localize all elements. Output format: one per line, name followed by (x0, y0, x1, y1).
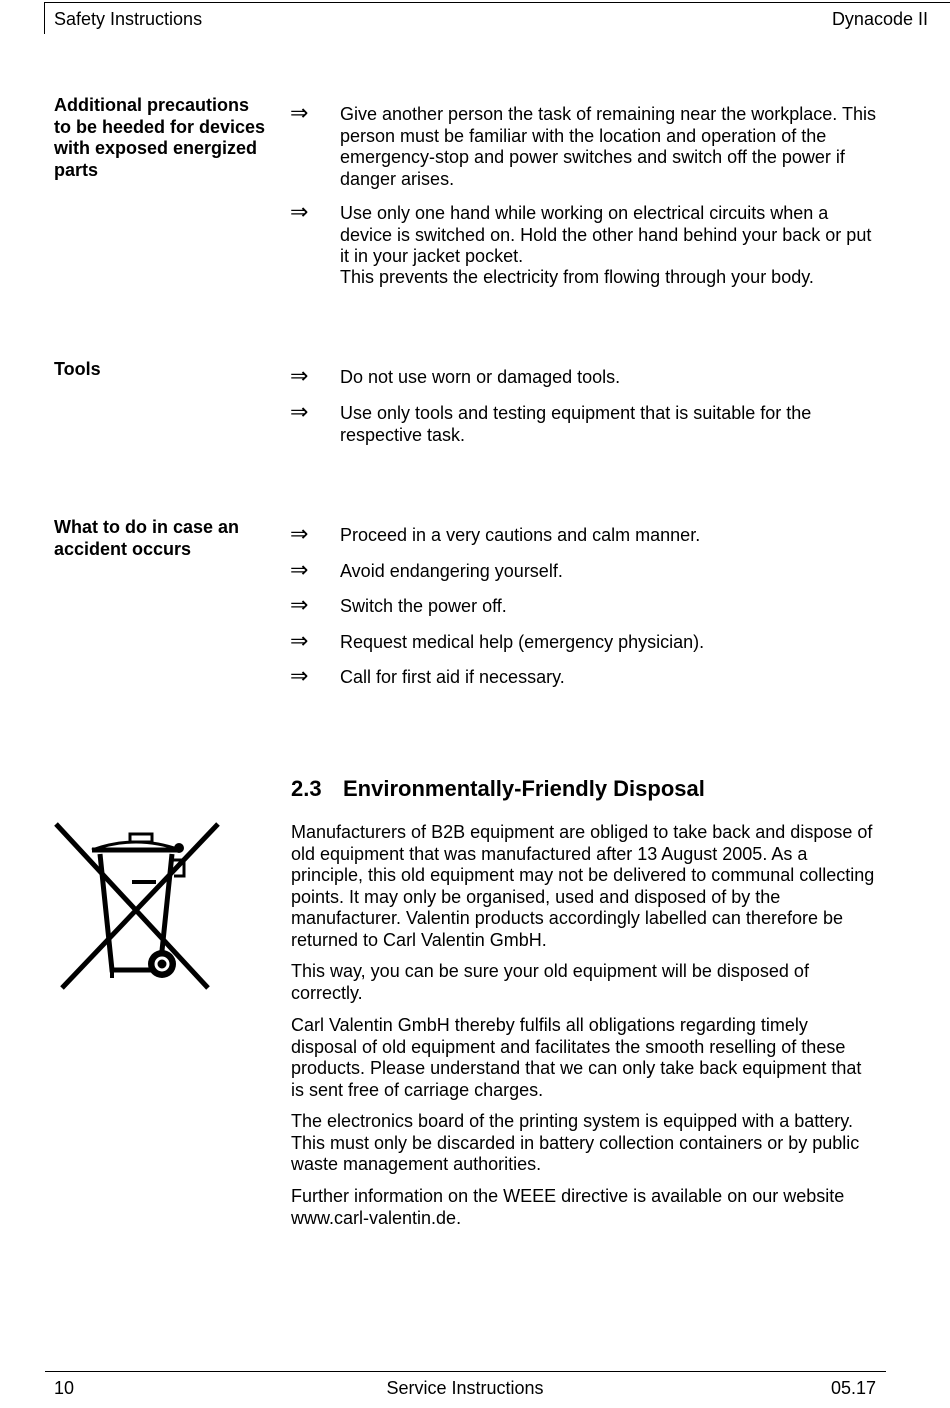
list-item-text: Give another person the task of remaining near the workplace. This person must be familiar with the location and operation of the emergency-stop and power switches and switch off the power if danger arises. (340, 104, 876, 189)
list-item-text: Use only tools and testing equipment that is suitable for the respective task. (340, 403, 812, 445)
paragraph: The electronics board of the printing system is equipped with a battery. This must only be discarded in battery collection containers or by public waste management authorities. (291, 1111, 860, 1174)
footer-document-title: Service Instructions (386, 1378, 544, 1398)
paragraph: Manufacturers of B2B equipment are obliged to take back and dispose of old equipment that was manufactured after 13 August 2005. As a principle, this old equipment may not be delivered to communal collecting points. It may only be organised, used and disposed of by the manufacturer. Valentin products accordingly labelled can therefore be returned to Carl Valentin GmbH. (291, 822, 875, 950)
precautions-label: Additional precautions to be heeded for devices with exposed energized parts (54, 95, 266, 180)
accident-label: What to do in case an accident occurs (54, 517, 240, 559)
paragraph: This way, you can be sure your old equipment will be disposed of correctly. (291, 961, 809, 1003)
arrow-icon: ⇒ (290, 100, 309, 125)
arrow-icon: ⇒ (290, 399, 309, 424)
list-item-text: Avoid endangering yourself. (340, 561, 563, 581)
header-section-title: Safety Instructions (54, 9, 203, 29)
arrow-icon: ⇒ (290, 628, 309, 653)
arrow-icon: ⇒ (290, 199, 309, 224)
list-item-text: Use only one hand while working on electrical circuits when a device is switched on. Hold the other hand behind your back or put it in your jacket pocket. (340, 203, 872, 266)
footer-rule (45, 1371, 886, 1372)
list-item-text: Call for first aid if necessary. (340, 667, 565, 687)
section-number: 2.3 (291, 776, 322, 801)
list-item-text: Do not use worn or damaged tools. (340, 367, 621, 387)
arrow-icon: ⇒ (290, 592, 309, 617)
header-vertical-rule (44, 2, 45, 34)
header-rule (45, 2, 950, 3)
arrow-icon: ⇒ (290, 363, 309, 388)
footer-date: 05.17 (830, 1378, 876, 1398)
section-title: Environmentally-Friendly Disposal (343, 776, 705, 801)
section-heading (291, 776, 705, 802)
list-item-text: Switch the power off. (340, 596, 507, 616)
paragraph: Further information on the WEEE directive is available on our website www.carl-valentin.de. (291, 1186, 845, 1228)
tools-label: Tools (54, 359, 101, 379)
arrow-icon: ⇒ (290, 557, 309, 582)
arrow-icon: ⇒ (290, 521, 309, 546)
page-number: 10 (54, 1378, 75, 1398)
header-product-name: Dynacode II (831, 9, 928, 29)
paragraph: Carl Valentin GmbH thereby fulfils all obligations regarding timely disposal of old equipment and facilitates the smooth reselling of these products. Please understand that we can only take back equipment that is sent free of carriage charges. (291, 1015, 862, 1100)
list-item-text: This prevents the electricity from flowing through your body. (340, 267, 814, 287)
list-item-text: Proceed in a very cautions and calm manner. (340, 525, 701, 545)
crossed-out-wheelie-bin-icon (52, 820, 224, 992)
arrow-icon: ⇒ (290, 663, 309, 688)
list-item-text: Request medical help (emergency physician). (340, 632, 705, 652)
